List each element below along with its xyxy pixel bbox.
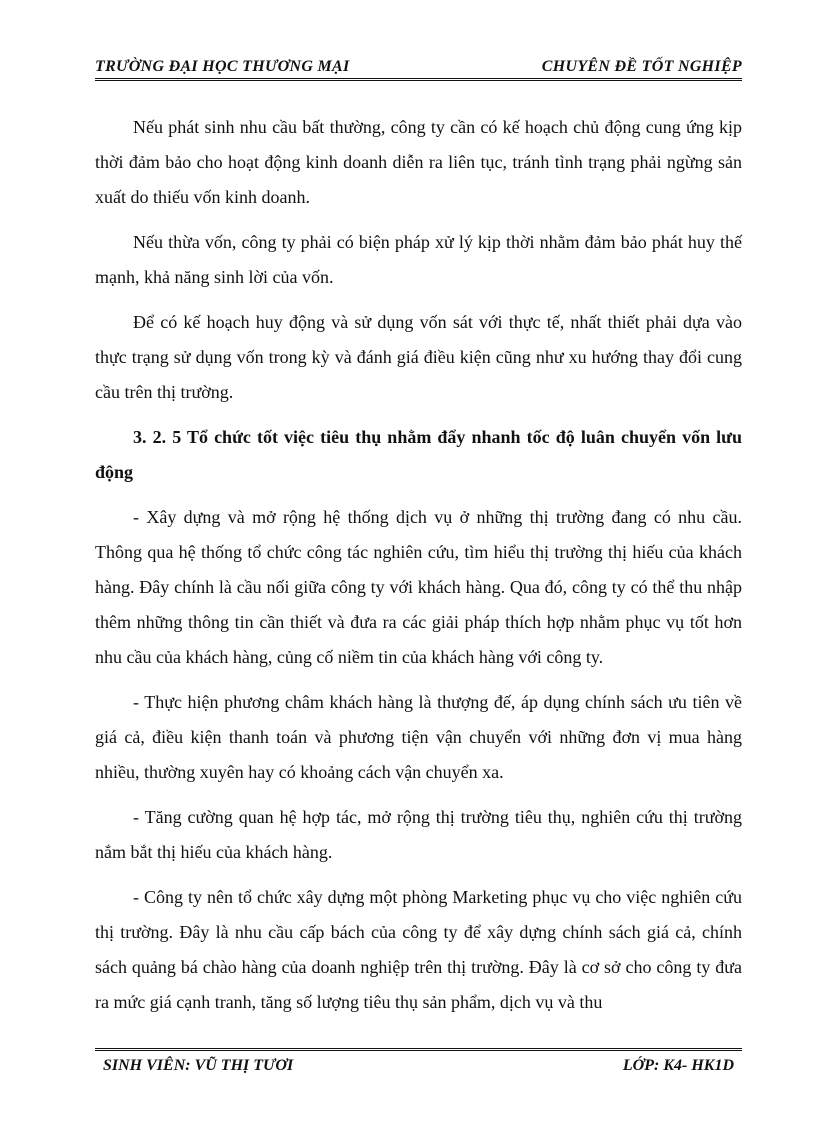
page-footer xyxy=(95,1048,742,1078)
paragraph-6: - Tăng cường quan hệ hợp tác, mở rộng thị trường tiêu thụ, nghiên cứu thị trường nắm bắt thị hiếu của khách hàng. xyxy=(95,807,742,862)
paragraph-7: - Công ty nên tổ chức xây dựng một phòng Marketing phục vụ cho việc nghiên cứu thị trường. Đây là nhu cầu cấp bách của công ty để xây dựng chính sách giá cả, chính sách quảng bá chào hàng của doanh nghiệp trên thị trường. Đây là cơ sở cho công ty đưa ra mức giá cạnh tranh, tăng số lượng tiêu thụ sản phẩm, dịch vụ và thu xyxy=(95,887,742,1012)
paragraph-4: - Xây dựng và mở rộng hệ thống dịch vụ ở những thị trường đang có nhu cầu. Thông qua hệ thống tổ chức công tác nghiên cứu, tìm hiểu thị trường thị hiếu của khách hàng. Đây chính là cầu nối giữa công ty với khách hàng. Qua đó, công ty có thể thu nhập thêm những thông tin cần thiết và đưa ra các giải pháp thích hợp nhằm phục vụ tốt hơn nhu cầu của khách hàng, củng cố niềm tin của khách hàng với công ty. xyxy=(95,507,742,667)
footer-class: LỚP: K4- HK1D xyxy=(622,1056,734,1074)
paragraph-1: Nếu phát sinh nhu cầu bất thường, công ty cần có kế hoạch chủ động cung ứng kịp thời đảm bảo cho hoạt động kinh doanh diễn ra liên tục, tránh tình trạng phải ngừng sản xuất do thiếu vốn kinh doanh. xyxy=(95,117,742,207)
paragraph-3: Để có kế hoạch huy động và sử dụng vốn sát với thực tế, nhất thiết phải dựa vào thực trạng sử dụng vốn trong kỳ và đánh giá điều kiện cũng như xu hướng thay đổi cung cầu trên thị trường. xyxy=(95,312,742,402)
header-school: TRƯỜNG ĐẠI HỌC THƯƠNG MẠI xyxy=(95,58,350,75)
paragraph-2: Nếu thừa vốn, công ty phải có biện pháp xử lý kịp thời nhằm đảm bảo phát huy thế mạnh, khả năng sinh lời của vốn. xyxy=(95,232,742,287)
footer-student: SINH VIÊN: VŨ THỊ TƯƠI xyxy=(103,1056,294,1074)
page-header xyxy=(95,50,742,81)
document-body xyxy=(95,110,742,1030)
header-title: CHUYÊN ĐỀ TỐT NGHIỆP xyxy=(541,58,742,75)
paragraph-5: - Thực hiện phương châm khách hàng là thượng đế, áp dụng chính sách ưu tiên về giá cả, điều kiện thanh toán và phương tiện vận chuyển với những đơn vị mua hàng nhiều, thường xuyên hay có khoảng cách vận chuyển xa. xyxy=(95,692,742,782)
section-heading: 3. 2. 5 Tổ chức tốt việc tiêu thụ nhằm đẩy nhanh tốc độ luân chuyển vốn lưu động xyxy=(95,427,742,482)
